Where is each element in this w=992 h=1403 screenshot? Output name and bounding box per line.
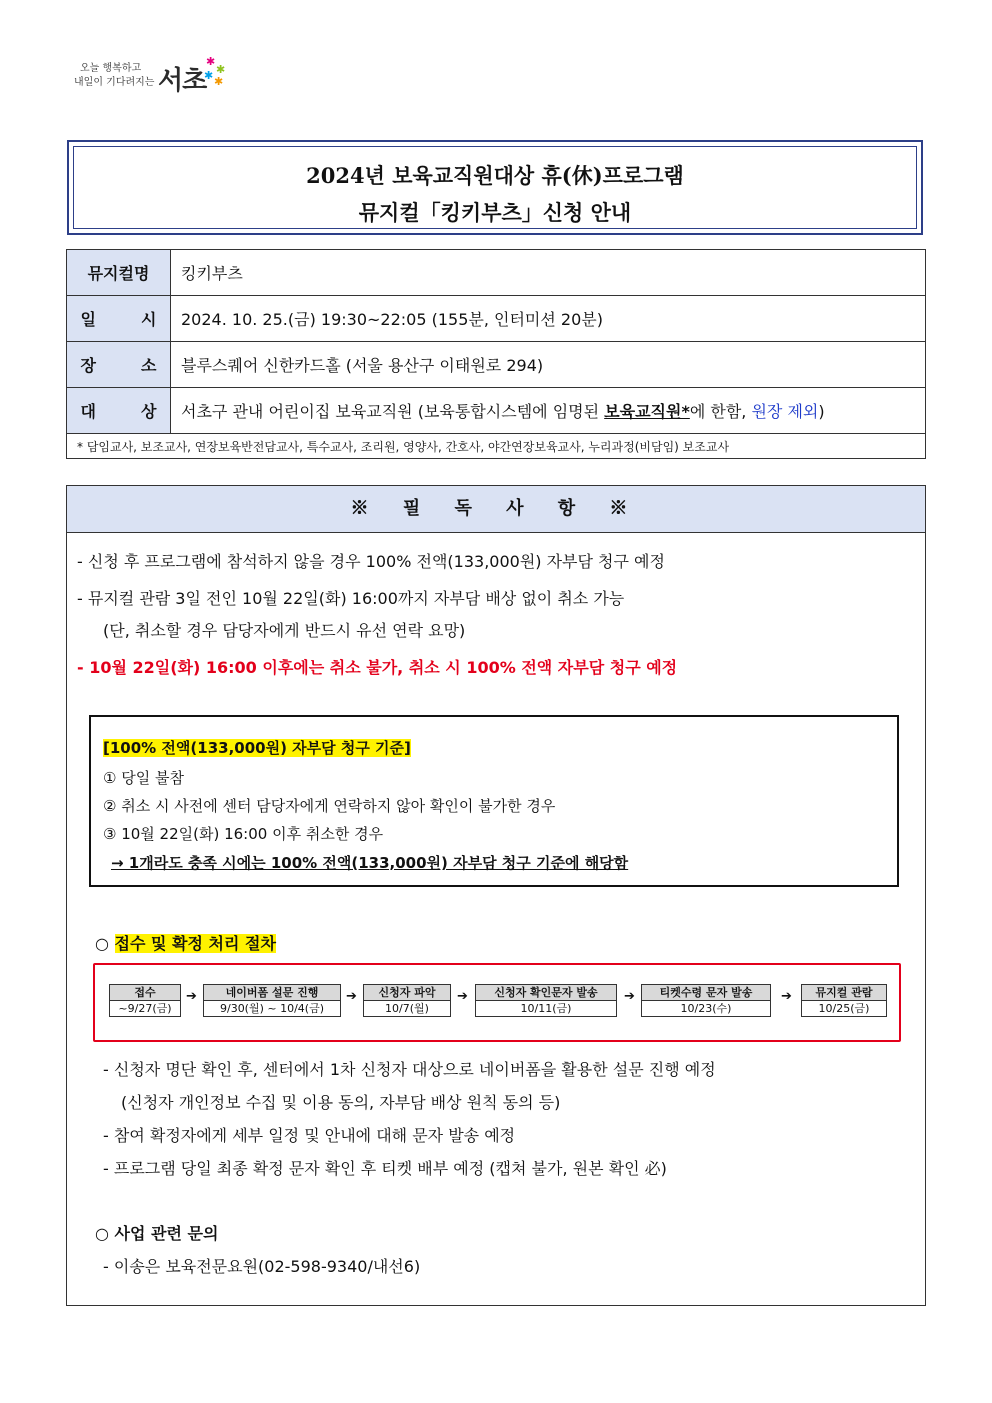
info-table [66, 249, 926, 459]
arrow-right-icon: ➔ [346, 989, 357, 1004]
step-4: 신청자 확인문자 발송 10/11(금) [475, 984, 617, 1017]
logo-slogan-line2: 내일이 기다려지는 [74, 77, 155, 88]
table-row [67, 434, 926, 459]
target-footnote: * 담임교사, 보조교사, 연장보육반전담교사, 특수교사, 조리원, 영양사, 간호사, 야간연장보육교사, 누리과정(비담임) 보조교사 [67, 434, 926, 459]
star-icon: ✱ [214, 75, 224, 88]
star-icon: ✱ [204, 69, 214, 82]
process-flow [93, 963, 901, 1042]
table-row [67, 250, 926, 296]
label-venue: 장 소 [80, 356, 157, 375]
criteria-title: [100% 전액(133,000원) 자부담 청구 기준] [103, 739, 411, 757]
step-2: 네이버폼 설문 진행 9/30(월) ~ 10/4(금) [203, 984, 341, 1017]
contact-line: - 이송은 보육전문요원(02-598-9340/내선6) [103, 1257, 421, 1276]
label-datetime: 일 시 [80, 310, 157, 329]
title-line-2: 뮤지컬「킹키부츠」신청 안내 [358, 200, 632, 225]
arrow-right-icon: ➔ [457, 989, 468, 1004]
process-heading: 접수 및 확정 처리 절차 [114, 934, 276, 953]
arrow-right-icon: ➔ [186, 989, 197, 1004]
label-musical: 뮤지컬명 [67, 250, 171, 296]
logo-brand: 서초 [158, 66, 207, 96]
label-target: 대 상 [80, 402, 157, 421]
value-target: 서초구 관내 어린이집 보육교직원 (보육통합시스템에 임명된 보육교직원*에 한함, 원장 제외) [171, 388, 926, 434]
star-icon: ✱ [216, 63, 226, 76]
criteria-item-2: ② 취소 시 사전에 센터 담당자에게 연락하지 않아 확인이 불가한 경우 [103, 797, 556, 815]
process-line-1: - 신청자 명단 확인 후, 센터에서 1차 신청자 대상으로 네이버폼을 활용한 설문 진행 예정 [103, 1060, 716, 1079]
criteria-item-3: ③ 10월 22일(화) 16:00 이후 취소한 경우 [103, 825, 384, 843]
contact-heading: ○ 사업 관련 문의 [95, 1224, 219, 1243]
logo-slogan-line1: 오늘 행복하고 [80, 63, 142, 74]
target-underlined: 보육교직원* [604, 402, 690, 421]
step-5: 티켓수령 문자 발송 10/23(수) [641, 984, 771, 1017]
step-6: 뮤지컬 관람 10/25(금) [801, 984, 887, 1017]
notice-box [66, 485, 926, 1306]
step-3: 신청자 파악 10/7(월) [363, 984, 451, 1017]
process-line-4: - 프로그램 당일 최종 확정 문자 확인 후 티켓 배부 예정 (캡쳐 불가, 원본 확인 必) [103, 1159, 667, 1178]
notice-red-line: - 10월 22일(화) 16:00 이후에는 취소 불가, 취소 시 100% 전액 자부담 청구 예정 [77, 658, 678, 677]
value-venue: 블루스퀘어 신한카드홀 (서울 용산구 이태원로 294) [171, 342, 926, 388]
process-line-3: - 참여 확정자에게 세부 일정 및 안내에 대해 문자 발송 예정 [103, 1126, 516, 1145]
target-exclusion: 원장 제외 [751, 402, 819, 421]
value-musical: 킹키부츠 [171, 250, 926, 296]
process-bullet: ○ [95, 934, 109, 953]
criteria-box [89, 715, 899, 887]
table-row [67, 296, 926, 342]
title-box [67, 140, 923, 235]
table-row [67, 342, 926, 388]
title-line-1: 2024년 보육교직원대상 휴(休)프로그램 [306, 163, 684, 188]
process-line-2: (신청자 개인정보 수집 및 이용 동의, 자부담 배상 원칙 동의 등) [121, 1093, 561, 1112]
value-datetime: 2024. 10. 25.(금) 19:30~22:05 (155분, 인터미션 20분) [171, 296, 926, 342]
notice-line-1: - 신청 후 프로그램에 참석하지 않을 경우 100% 전액(133,000원) 자부담 청구 예정 [77, 552, 665, 571]
notice-heading: ※ 필 독 사 항 ※ [67, 486, 925, 533]
criteria-conclusion: → 1개라도 충족 시에는 100% 전액(133,000원) 자부담 청구 기준에 해당함 [111, 854, 629, 872]
star-icon: ✱ [206, 55, 216, 68]
criteria-item-1: ① 당일 불참 [103, 769, 184, 787]
notice-line-3: (단, 취소할 경우 담당자에게 반드시 유선 연락 요망) [103, 621, 466, 640]
seocho-logo [74, 56, 234, 96]
notice-line-2: - 뮤지컬 관람 3일 전인 10월 22일(화) 16:00까지 자부담 배상 없이 취소 가능 [77, 589, 625, 608]
arrow-right-icon: ➔ [781, 989, 792, 1004]
step-1: 접수 ~9/27(금) [109, 984, 181, 1017]
table-row [67, 388, 926, 434]
arrow-right-icon: ➔ [624, 989, 635, 1004]
